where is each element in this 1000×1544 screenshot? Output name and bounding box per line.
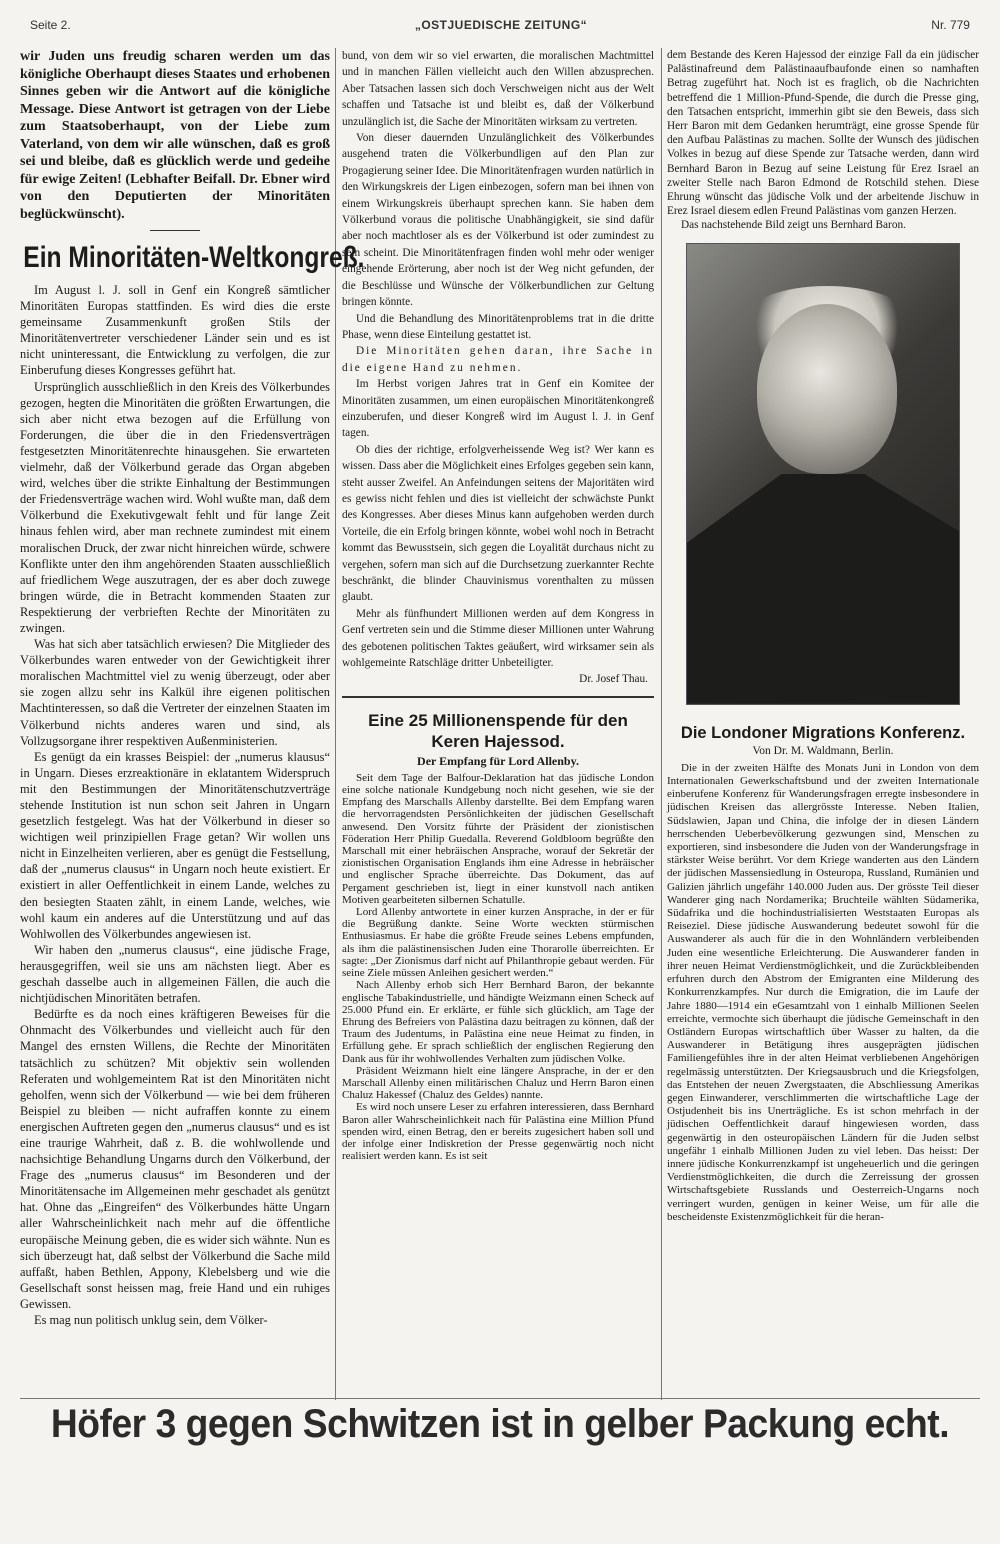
- column-divider: [661, 48, 662, 1400]
- paragraph: Ursprünglich ausschließlich in den Kreis des Völkerbundes gezogen, hegten die Minoritäten die größten Erwartungen, die sich aber nicht etwa bezogen auf die Erfüllung von Forderungen, die über die in den Friedensverträgen festgesetzten Minoritätenrechte hinausgehen. Sie erwarteten vielmehr, daß der Völkerbund gerade das Organ abgeben wird, welches über die strikte Einhaltung der Bestimmungen der Friedensverträge wachen wird. Wohl wußte man, daß dem Völkerbund die Exekutivgewalt fehlt und für lange Zeit hinaus fehlen wird, aber man rechnete zumindest mit einem moralischen Druck, der zwar nicht hinreichen würde, schwere Konflikte unter den ihm angehörenden Staaten ausschließlich auf friedlichem Wege auszutragen, der es aber doch zuwege bringen würde, die in Betracht kommenden Staaten zur Respektierung der verbrieften Rechte der Minoritäten zu zwingen.: [20, 379, 330, 635]
- article-body-minority-congress: [20, 282, 330, 1328]
- paragraph: Die in der zweiten Hälfte des Monats Juni in London von dem Internationalen Gewerkschaftsbund und der zweiten Internationale einberufene Konferenz für Wanderungsfragen erregte insbesondere in jüdischen Kreisen das allergrösste Interesse. Neben Italien, Südslawien, Japan und China, die infolge der in diesen Ländern herrschenden Ueberbevölkerung gezwungen sind, Menschen zu exportieren, sind insbesondere die Juden von der Wanderungsfrage in stärkster Weise berührt. Vor dem Kriege wanderten aus den Ländern der jüdischen Massensiedlung in Osteuropa, Russland, Rumänien und Galizien jährlich ungefähr 140.000 Juden aus. Der grösste Teil dieser Wanderer ging nach Nordamerika; Bruchteile wählten Südamerika, Südafrika und die hochindustrialisierten Weststaaten Europas als Reiseziel. Diese jüdische Auswanderung bedeutet sowohl für die Auswanderer als auch für die in den Wohnländern verbleibenden Juden eine wesentliche Erleichterung. Die Auswanderer fanden in ihrer neuen Heimat Verdienstmöglichkeit, und die Zurückbleibenden erfuhren durch den Abstrom der Emigranten eine Milderung des Konkurrenzkampfes. Nur durch die Emigration, die im Laufe der Jahre 1880—1914 ein eGesamtzahl von 1 einhalb Millionen Seelen erreichte, vermochte sich überhaupt die jüdische Gemeinschaft in den Ostländern Europas wirtschaftlich über Wasser zu halten, da die Auswanderer in Betätigung ihres ausgeprägten jüdischen Familiengefühles ihre in der alten Heimat verbliebenen Angehörigen regelmässig unterstützten. Der Kriegsausbruch und die Kriegsfolgen, das Entstehen der neuen Zwergstaaten, die Abschliessung Amerikas gegen Einwanderer, verschlimmerten die wirtschaftliche Lage der Ostjudenheit bis ins Unerträgliche. Es ist schon mehrfach in der jüdischen Oeffentlichkeit darauf hingewiesen worden, dass gegenwärtig in den osteuropäischen Ländern für die Juden selbst ungefähr 1 einhalb Millionen Juden zu viel leben. Das heisst: Der innere jüdische Konkurrenzkampf ist ungeheuerlich und die geringen Verdienstmöglichkeiten, die durch die Zerreissung der grossen Wirtschaftsgebiete Russlands und Oesterreich-Ungarns noch verringert wurden, genügen in keiner Weise, um für alle die bescheidenste Existenzmöglichkeit für die heran-: [667, 761, 979, 1223]
- headline-minority-congress: Ein Minoritäten-Weltkongreß.: [23, 241, 365, 274]
- paragraph: Von dieser dauernden Unzulänglichkeit des Völkerbundes ausgehend traten die Völkerbundligen auf den Plan zur Progagierung seiner Idee. Die Minoritätenfragen wurden natürlich in den Wirkungskreis der Ligen einbezogen, sofern man bei ihnen von einem Wirkungskreis überhaupt sprechen kann. Sie haben dem Völkerbund voraus die politische Unabhängigkeit, sie sind dafür aber noch machtloser als es der Völkerbund ist oder zumindest zu sein scheint. Die Minoritätenfragen finden wohl mehr oder weniger eingehende Erörterung, aber noch ist der Weg nicht gefunden, der die Beschlüsse und Wünsche der Völkerbundlichen zur Geltung bringen könnte.: [342, 132, 654, 309]
- paragraph: Präsident Weizmann hielt eine längere Ansprache, in der er den Marschall Allenby einen militärischen Chaluz und Herrn Baron einen Chaluz Hakessef (Chaluz des Geldes) nannte.: [342, 1064, 654, 1102]
- issue-number: Nr. 779: [931, 18, 970, 32]
- byline-thau: Dr. Josef Thau.: [579, 673, 648, 686]
- column-2: [342, 48, 654, 1162]
- paragraph: Das nachstehende Bild zeigt uns Bernhard Baron.: [681, 219, 906, 232]
- headline-migration-conference: Die Londoner Migrations Konferenz.: [680, 723, 966, 742]
- advertisement-banner: Höfer 3 gegen Schwitzen ist in gelber Packung echt.: [50, 1402, 950, 1446]
- paragraph: Es mag nun politisch unklug sein, dem Völker-: [34, 1313, 268, 1327]
- headline-keren-hajessod: Eine 25 Millionenspende für den Keren Hajessod.: [368, 710, 628, 751]
- paragraph: Und die Behandlung des Minoritätenproblems trat in die dritte Phase, wenn diese Einteilung gestattet ist.: [342, 312, 654, 341]
- article-body-migration: [667, 762, 979, 1224]
- masthead: „OSTJUEDISCHE ZEITUNG“: [414, 18, 588, 32]
- page-header: [30, 10, 970, 40]
- column-3: [667, 48, 979, 1224]
- portrait-photo: [686, 243, 960, 705]
- paragraph: dem Bestande des Keren Hajessod der einzige Fall da ein jüdischer Palästinafreund dem Palästinaaufbaufonde einen so namhaften Betrag zugeführt hat. Noch ist es fraglich, ob die Nachrichten betreffend die 1 Million-Pfund-Spende, die durch die Presse ging, den Tatsachen entspricht, immerhin gibt sie den Beweis, dass sich Herr Baron mit dem Gedanken herumträgt, eine grosse Spende für den Aufbau Palästinas zu machen. Sollte der Wunsch des jüdischen Volkes in bezug auf diese Spende zur Tatsache werden, dann wird Bernhard Baron in Bezug auf seine Leistung für Erez Israel an zweiter Stelle nach Baron Edmond de Rotschild stehen. Diese Ehrung wünscht das jüdische Volk und der arbeitende Jischuw in Erez Israel diesem edlen Freund Palästinas vom ganzen Herzen.: [667, 49, 979, 218]
- paragraph: Es wird noch unsere Leser zu erfahren interessieren, dass Bernhard Baron aller Wahrscheinlichkeit nach für Palästina eine Million Pfund spenden wird, einen Betrag, den er bereits zugesichert haben soll und der infolge einer Indiskretion der Presse gegenwärtig noch nicht realisiert werden kann. Es ist seit: [342, 1101, 654, 1163]
- column-1: [20, 48, 365, 1328]
- article-body-keren-hajessod: [342, 772, 654, 1163]
- paragraph: Seit dem Tage der Balfour-Deklaration hat das jüdische London eine solche nationale Kundgebung noch nicht gesehen, wie sie der Empfang des Marschalls Allenby darstellte. Bei dem Empfang waren die hervorragendsten Persönlichkeiten der jüdischen Gesellschaft anwesend. Den Vorsitz führte der Präsident der zionistischen Föderation Herr Philip Guedalla. Reverend Goldbloom begrüßte den Marschall mit einer hebräischen Ansprache, worauf der Sekretär der zionistischen Organisation Englands ihm eine Adresse in hebräischer und englischer Sprache überreichte. Das Dokument, das auf Pergament geschrieben ist, liegt in einer kunstvoll nach antiken Motiven gearbeiteten silbernen Schatulle.: [342, 771, 654, 906]
- byline-waldmann: Von Dr. M. Waldmann, Berlin.: [752, 744, 894, 757]
- ad-rule: [20, 1398, 980, 1399]
- paragraph: Nach Allenby erhob sich Herr Bernhard Baron, der bekannte englische Tabakindustrielle, und händigte Weizmann einen Scheck auf 25.000 Pfund ein. Er erklärte, er fühle sich glücklich, am Tage der Ehrung des Befreiers von Palästina dazu beitragen zu können, daß der Traum des Judentums, in Palästina eine neue Heimat zu finden, in Erfüllung gehe. Er sprach schließlich der englischen Regierung den Dank aus für ihr wohlwollendes Verhalten zum jüdischen Volke.: [342, 979, 654, 1065]
- section-rule: [150, 230, 200, 231]
- paragraph: Im Herbst vorigen Jahres trat in Genf ein Komitee der Minoritäten zusammen, um einen europäischen Minoritätenkongreß einzuberufen, und dieser Kongreß wird im August l. J. in Genf tagen.: [342, 378, 654, 440]
- paragraph: Bedürfte es da noch eines kräftigeren Beweises für die Ohnmacht des Völkerbundes und vielleicht auch für den Mangel des ernsten Willens, die Rechte der Minoritäten tatsächlich zu schützen? Mit objektiv sein wollenden Referaten und wohlgemeintem Rat ist den Minoritäten nicht geholfen, wenn sich der Völkerbund — wie bei dem früheren Beispiel zu bleiben — nicht aufraffen konnte zu einem energischen Auftreten gegen den „numerus clausus“ und es ist eine traurige Wahrheit, daß z. B. die wohlwollende und nachsichtige Behandlung Ungarns durch den Völkerbund, der Frage des „numerus clausus“ im Besonderen und der Minoritätensache im Allgemeinen mehr geschadet als genützt hat. Ohne das „Eingreifen“ des Völkerbundes hätte Ungarn aller Wahrscheinlichkeit nach mehr auf die öffentliche europäische Meinung geben, die es wider sich wähnte. Nun es sich überzeugt hat, daß selbst der Völkerbund die Sache mild auffaßt, haben Bethlen, Appony, Klebelsberg und wie die Gesellschaft sonst heissen mag, freie Hand und ein ruhiges Gewissen.: [20, 1007, 330, 1311]
- paragraph: Die Minoritäten gehen daran, ihre Sache in die eigene Hand zu nehmen.: [342, 345, 654, 374]
- photo-coat: [687, 474, 959, 704]
- lead-paragraph: [20, 48, 330, 223]
- paragraph: Wir haben den „numerus clausus“, eine jüdische Frage, herausgegriffen, weil sie uns am nächsten liegt. Aber es geschah dasselbe auch in allgemeinen Fällen, die auch die nichtjüdischen Minoritäten betrafen.: [20, 942, 330, 1006]
- lead-text: wir Juden uns freudig scharen werden um das königliche Oberhaupt dieses Staates und erhobenen Sinnes geben wir die Antwort auf die königliche Message. Diese Antwort ist getragen von der Liebe zum Staatsoberhaupt, von der Liebe zum Vaterland, von dem wir alle wünschen, daß es groß sei und bleibe, daß es glücklich werde und gedeihe für ewige Zeiten! (Lebhafter Beifall. Dr. Ebner wird von den Deputierten der Minoritäten beglückwünscht).: [20, 49, 330, 222]
- subheadline-allenby: Der Empfang für Lord Allenby.: [417, 753, 579, 768]
- paragraph: bund, von dem wir so viel erwarten, die moralischen Machtmittel und in manchen Fällen vielleicht auch den Willen abzusprechen. Aber Tatsachen lassen sich doch Verschweigen nicht aus der Welt schaffen und Tatsache ist und bleibt es, daß der Völkerbund unzulänglich ist, die Sache der Minoritäten wirksam zu vertreten.: [342, 50, 654, 128]
- section-rule: [342, 696, 654, 698]
- page-number: Seite 2.: [30, 18, 71, 32]
- paragraph: Lord Allenby antwortete in einer kurzen Ansprache, in der er für die Begrüßung dankte. Seine Worte weckten stürmischen Enthusiasmus. Er habe die größte Freude seines Lebens empfunden, als ihm die palästinensischen Juden eine Thorarolle überreichten. Er sagte: „Der Zionismus darf nicht auf Philanthropie gebaut werden. Für seine Ziele müssen Anleihen gesichert werden.“: [342, 906, 654, 980]
- photo-face: [757, 304, 897, 474]
- paragraph: Was hat sich aber tatsächlich erwiesen? Die Mitglieder des Völkerbundes waren entweder von der Gewichtigkeit ihrer moralischen Machtmittel viel zu wenig überzeugt, oder aber sie zogen allzu sehr ins Kalkül ihre eigenen politischen Machtinteressen, so daß die Vertreter der einzelnen Staaten im Völkerbund nichts anderes waren und sind, als Vollzugsorgane ihrer respektiven Außenministerien.: [20, 637, 330, 748]
- paragraph: Es genügt da ein krasses Beispiel: der „numerus klausus“ in Ungarn. Dieses erzreaktionäre in eklatantem Widerspruch mit den Bestimmungen der Minoritätenschutzverträge stehende Institution ist nun schon seit Jahren in Ungarn gesetzlich festgelegt. Was hat der Völkerbund in dieser so wichtigen weil prinzipiellen Frage getan? Wir wollen uns nicht in Einzelheiten verlieren, aber es genügt die Festsellung, daß der „numerus clausus“ in Ungarn noch heute existiert. Er existiert in aller Oeffentlichkeit in einem Lande, welches zu den besiegten Staaten zählt, in einem Lande, welches, wie wohl kaum ein anderes auf die Unterstützung und auf das Wohlwollen des Völkerbundes angewiesen ist.: [20, 749, 330, 941]
- paragraph: Im August l. J. soll in Genf ein Kongreß sämtlicher Minoritäten Europas stattfinden. Es wird dies die erste gemeinsame Zusammenkunft großen Stils der Minoritätenvertreter verschiedener Länder sein und es ist nicht uninteressant, die Entwicklung zu verfolgen, die zur Einberufung dieses Kongresses geführt hat.: [20, 283, 330, 378]
- paragraph: Ob dies der richtige, erfolgverheissende Weg ist? Wer kann es wissen. Dass aber die Möglichkeit eines Erfolges gegeben sein kann, steht ausser Zweifel. An Anfeindungen seitens der Majoritäten wird es gewiss nicht fehlen und dies ist vielleicht der schwächste Punkt des Kongresses. Aber dieses Minus kann aufgehoben werden durch Vorteile, die ein Erfolg bringen könnte, wobei wohl noch in Betracht kommt das Bewusstsein, sich gegen die Loyalität durchaus nicht zu vergehen, sofern man sich auf die Durchsetzung zuerkannter Rechte beschränkt, die blinder Chauvinismus vorenthalten zu müssen glaubt.: [342, 443, 654, 604]
- paragraph: Mehr als fünfhundert Millionen werden auf dem Kongress in Genf vertreten sein und die Stimme dieser Millionen unter Wahrung des gebotenen politischen Taktes geäußert, wird wirksamer sein als wohlgemeinte Ratschläge dritter Unbeteiligter.: [342, 607, 654, 670]
